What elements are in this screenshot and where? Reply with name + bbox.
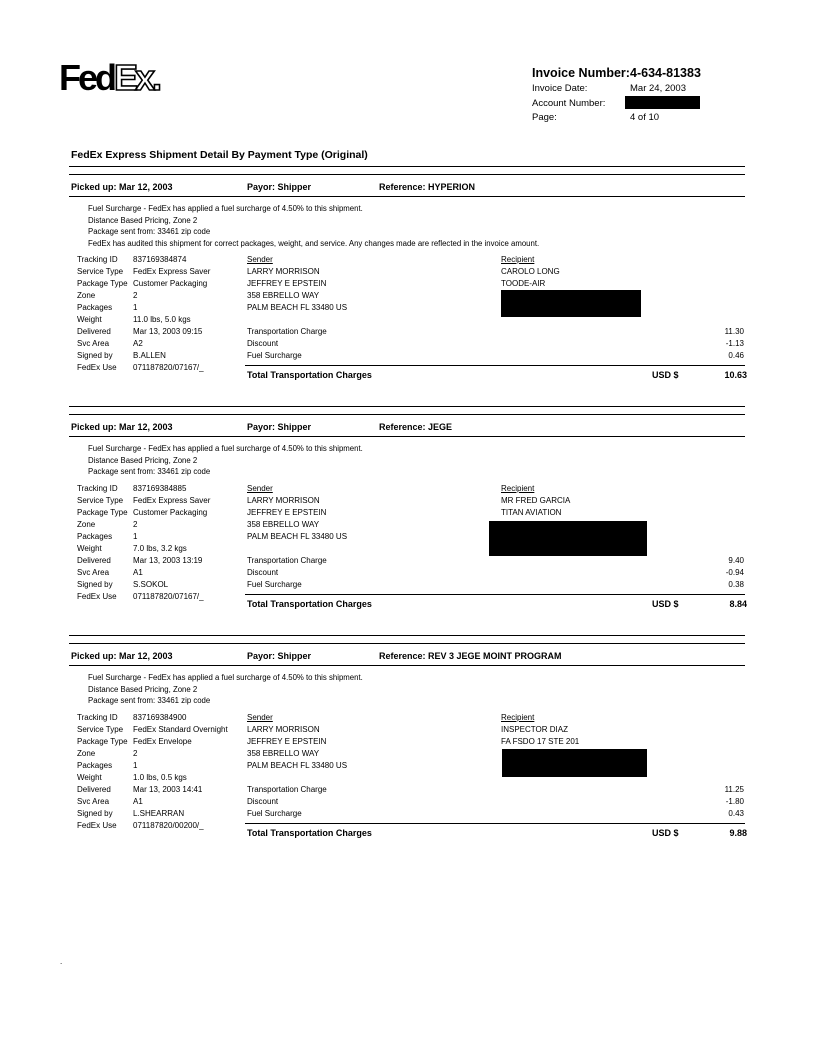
shipment-note: FedEx has audited this shipment for correct packages, weight, and service. Any changes made are reflected in the invoice amount. <box>88 238 540 248</box>
total-charges-value: 10.63 <box>724 370 747 380</box>
sender-line: 358 EBRELLO WAY <box>247 291 320 300</box>
detail-label: Package Type <box>77 279 128 288</box>
shipment-top-rule <box>69 166 745 167</box>
sender-line: 358 EBRELLO WAY <box>247 519 320 529</box>
sender-line: LARRY MORRISON <box>247 267 320 276</box>
detail-value: FedEx Express Saver <box>133 495 211 505</box>
charge-label: Discount <box>247 796 279 806</box>
detail-label: Signed by <box>77 351 113 360</box>
shipment-note: Fuel Surcharge - FedEx has applied a fuel surcharge of 4.50% to this shipment. <box>88 673 363 682</box>
account-number-label: Account Number: <box>532 98 606 109</box>
logo-ex-text: Ex. <box>114 57 160 98</box>
recipient-address-redaction <box>501 290 641 317</box>
detail-value: 837169384874 <box>133 255 187 264</box>
detail-value: A1 <box>133 796 143 806</box>
charge-value: 0.43 <box>728 808 744 818</box>
detail-value: 837169384885 <box>133 483 187 493</box>
picked-up-date: Picked up: Mar 12, 2003 <box>71 651 173 661</box>
invoice-number: 4-634-81383 <box>630 66 701 80</box>
total-charges-value: 9.88 <box>729 827 747 838</box>
total-rule <box>245 594 745 595</box>
total-charges-label: Total Transportation Charges <box>247 827 372 838</box>
detail-label: FedEx Use <box>77 820 117 830</box>
shipment-note: Distance Based Pricing, Zone 2 <box>88 684 198 694</box>
shipment-note: Distance Based Pricing, Zone 2 <box>88 455 198 465</box>
shipment-subheader-rule <box>69 436 745 437</box>
shipment-block <box>0 635 816 855</box>
currency-label: USD $ <box>652 598 679 609</box>
charge-label: Fuel Surcharge <box>247 351 302 360</box>
detail-label: Tracking ID <box>77 712 118 722</box>
sender-line: PALM BEACH FL 33480 US <box>247 760 348 770</box>
detail-value: L.SHEARRAN <box>133 808 185 818</box>
detail-label: Service Type <box>77 267 124 276</box>
recipient-line: INSPECTOR DIAZ <box>501 724 568 734</box>
shipment-subheader-rule <box>69 665 745 666</box>
account-number-redaction <box>625 96 700 109</box>
sender-line: JEFFREY E EPSTEIN <box>247 736 327 746</box>
charge-label: Transportation Charge <box>247 784 327 794</box>
picked-up-date: Picked up: Mar 12, 2003 <box>71 422 173 432</box>
shipment-header-rule <box>69 414 745 415</box>
sender-line: 358 EBRELLO WAY <box>247 748 320 758</box>
shipment-note: Package sent from: 33461 zip code <box>88 467 211 476</box>
charge-value: 0.46 <box>728 351 744 360</box>
total-rule <box>245 823 745 824</box>
detail-value: A2 <box>133 339 143 348</box>
shipment-note: Package sent from: 33461 zip code <box>88 227 211 236</box>
invoice-date: Mar 24, 2003 <box>630 83 686 94</box>
detail-label: Zone <box>77 519 96 529</box>
detail-value: 1 <box>133 531 138 541</box>
detail-value: 11.0 lbs, 5.0 kgs <box>133 315 191 324</box>
recipient-line: TITAN AVIATION <box>501 507 562 517</box>
detail-label: Delivered <box>77 327 111 336</box>
payor: Payor: Shipper <box>247 182 312 192</box>
detail-label: Package Type <box>77 736 128 746</box>
charge-value: 11.30 <box>724 327 744 336</box>
document-title: FedEx Express Shipment Detail By Payment Type (Original) <box>71 149 368 161</box>
detail-value: 1 <box>133 760 138 770</box>
charge-label: Fuel Surcharge <box>247 579 302 589</box>
page-number: 4 of 10 <box>630 112 660 123</box>
recipient-heading: Recipient <box>501 255 535 264</box>
detail-label: Service Type <box>77 495 124 505</box>
shipment-header-rule <box>69 643 745 644</box>
shipment-note: Fuel Surcharge - FedEx has applied a fuel surcharge of 4.50% to this shipment. <box>88 204 363 213</box>
detail-value: 071187820/07167/_ <box>133 363 204 372</box>
detail-label: Zone <box>77 748 96 758</box>
detail-value: 837169384900 <box>133 712 187 722</box>
detail-label: FedEx Use <box>77 591 117 601</box>
detail-value: FedEx Envelope <box>133 736 192 746</box>
detail-value: B.ALLEN <box>133 351 166 360</box>
footer-mark: . <box>60 957 63 966</box>
detail-value: 7.0 lbs, 3.2 kgs <box>133 543 187 553</box>
total-charges-value: 8.84 <box>729 598 747 609</box>
detail-label: Delivered <box>77 784 111 794</box>
sender-line: LARRY MORRISON <box>247 724 320 734</box>
reference: Reference: HYPERION <box>379 182 476 192</box>
recipient-line: FA FSDO 17 STE 201 <box>501 736 580 746</box>
total-charges-label: Total Transportation Charges <box>247 370 372 380</box>
detail-label: Weight <box>77 315 102 324</box>
recipient-heading: Recipient <box>501 483 535 493</box>
charge-value: -0.94 <box>725 567 744 577</box>
sender-heading: Sender <box>247 483 273 493</box>
picked-up-date: Picked up: Mar 12, 2003 <box>71 182 173 192</box>
sender-line: PALM BEACH FL 33480 US <box>247 531 348 541</box>
invoice-date-label: Invoice Date: <box>532 83 588 94</box>
detail-value: S.SOKOL <box>133 579 169 589</box>
detail-label: Svc Area <box>77 339 110 348</box>
detail-value: A1 <box>133 567 143 577</box>
sender-line: PALM BEACH FL 33480 US <box>247 303 348 312</box>
detail-label: Service Type <box>77 724 124 734</box>
detail-label: Signed by <box>77 808 113 818</box>
charge-label: Fuel Surcharge <box>247 808 302 818</box>
currency-label: USD $ <box>652 370 679 380</box>
sender-line: LARRY MORRISON <box>247 495 320 505</box>
recipient-line: TOODE-AIR <box>501 279 546 288</box>
shipment-note: Distance Based Pricing, Zone 2 <box>88 215 198 225</box>
detail-label: Package Type <box>77 507 128 517</box>
charge-value: -1.80 <box>725 796 744 806</box>
detail-label: Packages <box>77 760 113 770</box>
detail-label: Packages <box>77 303 113 312</box>
detail-value: 2 <box>133 519 138 529</box>
detail-label: Delivered <box>77 555 111 565</box>
detail-value: FedEx Express Saver <box>133 267 211 276</box>
detail-value: 2 <box>133 748 138 758</box>
detail-value: Mar 13, 2003 14:41 <box>133 784 203 794</box>
charge-label: Discount <box>247 567 279 577</box>
recipient-heading: Recipient <box>501 712 535 722</box>
shipment-block <box>0 406 816 626</box>
detail-label: FedEx Use <box>77 363 117 372</box>
detail-value: 1.0 lbs, 0.5 kgs <box>133 772 187 782</box>
charge-value: -1.13 <box>725 339 744 348</box>
shipment-top-rule <box>69 635 745 636</box>
detail-value: Mar 13, 2003 13:19 <box>133 555 203 565</box>
detail-value: Customer Packaging <box>133 279 208 288</box>
reference: Reference: REV 3 JEGE MOINT PROGRAM <box>379 651 562 661</box>
detail-value: 1 <box>133 303 138 312</box>
fedex-logo <box>59 58 159 98</box>
invoice-number-label: Invoice Number: <box>532 66 630 80</box>
shipment-top-rule <box>69 406 745 407</box>
shipment-note: Package sent from: 33461 zip code <box>88 696 211 705</box>
detail-label: Svc Area <box>77 567 110 577</box>
detail-label: Weight <box>77 772 102 782</box>
charge-value: 9.40 <box>728 555 744 565</box>
logo-fed-text: Fed <box>59 57 115 98</box>
payor: Payor: Shipper <box>247 651 312 661</box>
total-rule <box>245 365 745 366</box>
sender-heading: Sender <box>247 712 273 722</box>
detail-value: Customer Packaging <box>133 507 208 517</box>
recipient-address-redaction <box>489 521 647 556</box>
detail-label: Packages <box>77 531 113 541</box>
sender-line: JEFFREY E EPSTEIN <box>247 507 327 517</box>
detail-value: FedEx Standard Overnight <box>133 724 228 734</box>
detail-value: 2 <box>133 291 138 300</box>
charge-label: Discount <box>247 339 279 348</box>
charge-label: Transportation Charge <box>247 327 327 336</box>
page-label: Page: <box>532 112 557 123</box>
detail-label: Svc Area <box>77 796 110 806</box>
total-charges-label: Total Transportation Charges <box>247 598 372 609</box>
shipment-subheader-rule <box>69 196 745 197</box>
detail-label: Tracking ID <box>77 483 118 493</box>
payor: Payor: Shipper <box>247 422 312 432</box>
recipient-line: CAROLO LONG <box>501 267 560 276</box>
detail-value: Mar 13, 2003 09:15 <box>133 327 203 336</box>
detail-label: Signed by <box>77 579 113 589</box>
detail-value: 071187820/00200/_ <box>133 820 204 830</box>
detail-label: Weight <box>77 543 102 553</box>
shipment-header-rule <box>69 174 745 175</box>
charge-value: 0.38 <box>728 579 744 589</box>
recipient-address-redaction <box>502 749 647 777</box>
shipment-note: Fuel Surcharge - FedEx has applied a fuel surcharge of 4.50% to this shipment. <box>88 444 363 453</box>
detail-label: Zone <box>77 291 96 300</box>
reference: Reference: JEGE <box>379 422 453 432</box>
charge-label: Transportation Charge <box>247 555 327 565</box>
detail-value: 071187820/07167/_ <box>133 591 204 601</box>
sender-line: JEFFREY E EPSTEIN <box>247 279 327 288</box>
recipient-line: MR FRED GARCIA <box>501 495 571 505</box>
shipment-block <box>0 166 816 386</box>
detail-label: Tracking ID <box>77 255 118 264</box>
currency-label: USD $ <box>652 827 679 838</box>
sender-heading: Sender <box>247 255 273 264</box>
charge-value: 11.25 <box>724 784 744 794</box>
